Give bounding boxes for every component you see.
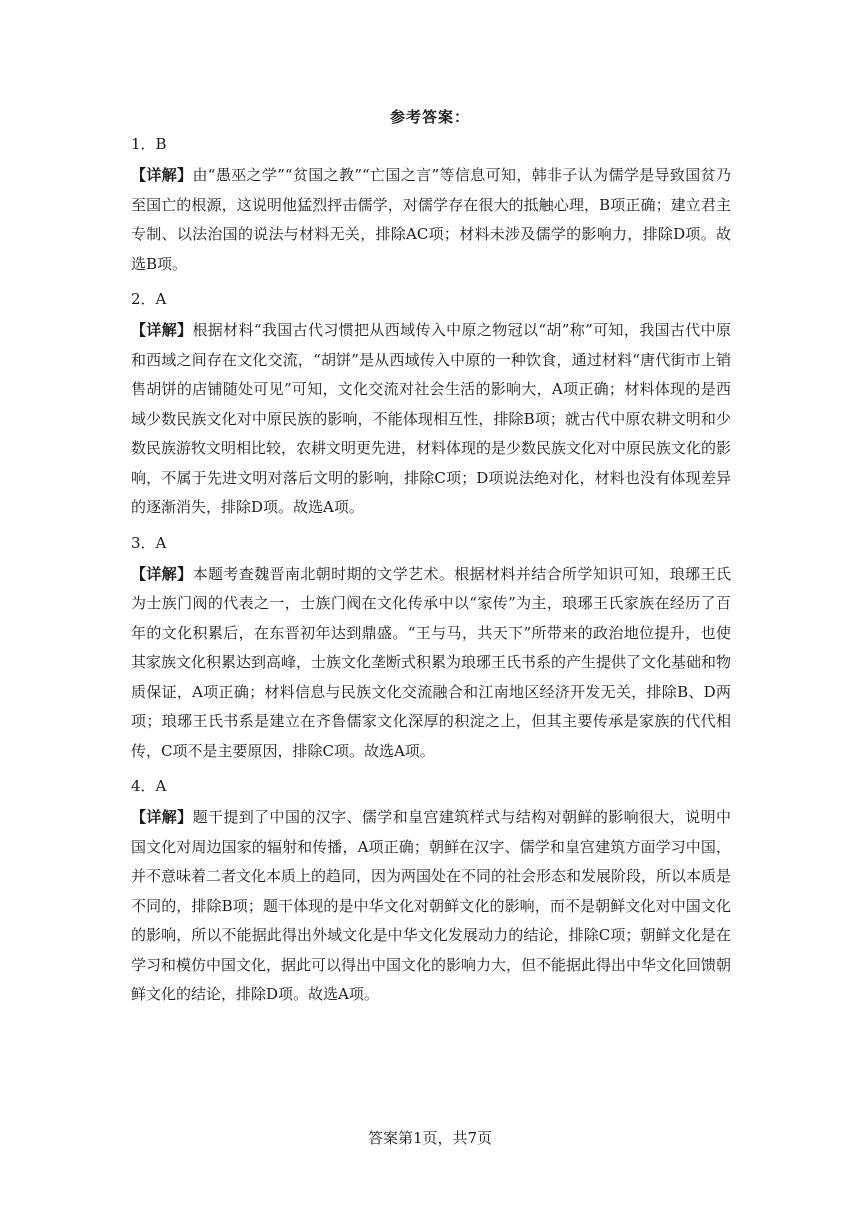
answer-item — [131, 772, 731, 1010]
explanation-tag: 【详解】 — [131, 808, 193, 826]
page-footer: 答案第1页，共7页 — [367, 1129, 493, 1147]
explanation-text: 题干提到了中国的汉字、儒学和皇宫建筑样式与结构对朝鲜的影响很大，说明中国文化对周边国家的辐射和传播，A项正确；朝鲜在汉字、儒学和皇宫建筑方面学习中国，并不意味着二者文化本质上的趋同，因为两国处在不同的社会形态和发展阶段，所以本质是不同的，排除B项；题干体现的是中华文化对朝鲜文化的影响，而不是朝鲜文化对中国文化的影响，所以不能据此得出外域文化是中华文化发展动力的结论，排除C项；朝鲜文化是在学习和模仿中国文化，据此可以得出中国文化的影响力大，但不能据此得出中华文化回馈朝鲜文化的结论，排除D项。故选A项。 — [131, 808, 732, 1003]
explanation-tag: 【详解】 — [131, 564, 193, 583]
explanation-text: 由“愚巫之学”“贫国之教”“亡国之言”等信息可知，韩非子认为儒学是导致国贫乃至国亡的根源，这说明他猛烈抨击儒学，对儒学存在很大的抵触心理，B项正确；建立君主专制、以法治国的说法与材料无关，排除AC项；材料未涉及儒学的影响力，排除D项。故选B项。 — [131, 166, 731, 273]
explanation-tag: 【详解】 — [131, 166, 193, 184]
explanation-text: 本题考查魏晋南北朝时期的文学艺术。根据材料并结合所学知识可知，琅琊王氏为士族门阀的代表之一，士族门阀在文化传承中以“家传”为主，琅琊王氏家族在经历了百年的文化积累后，在东晋初年达到鼎盛。“王与马，共天下”所带来的政治地位提升，也使其家族文化积累达到高峰，士族文化垄断式积累为琅琊王氏书系的产生提供了文化基础和物质保证，A项正确；材料信息与民族文化交流融合和江南地区经济开发无关，排除B、D两项；琅琊王氏书系是建立在齐鲁儒家文化深厚的积淀之上，但其主要传承是家族的代代相传，C项不是主要原因，排除C项。故选A项。 — [131, 564, 732, 760]
explanation-tag: 【详解】 — [131, 321, 193, 339]
answer-explanation — [131, 560, 731, 767]
answer-number: 4．A — [131, 777, 167, 795]
answer-item — [131, 285, 731, 523]
answer-number: 3．A — [131, 533, 167, 552]
answer-explanation — [131, 161, 731, 279]
answer-explanation — [131, 803, 731, 1010]
page-title: 参考答案： — [389, 108, 470, 126]
answer-number: 2．A — [131, 290, 167, 308]
answer-explanation — [131, 316, 731, 523]
answer-item — [131, 130, 731, 279]
answer-number: 1．B — [131, 135, 167, 153]
answer-item — [131, 529, 731, 767]
answer-list — [131, 130, 731, 1016]
explanation-text: 根据材料“我国古代习惯把从西域传入中原之物冠以“胡”称”可知，我国古代中原和西域之间存在文化交流，“胡饼”是从西域传入中原的一种饮食，通过材料“唐代街市上销售胡饼的店铺随处可见”可知，文化交流对社会生活的影响大，A项正确；材料体现的是西域少数民族文化对中原民族的影响，不能体现相互性，排除B项；就古代中原农耕文明和少数民族游牧文明相比较，农耕文明更先进，材料体现的是少数民族文化对中原民族文化的影响，不属于先进文明对落后文明的影响，排除C项；D项说法绝对化，材料也没有体现差异的逐渐消失，排除D项。故选A项。 — [131, 321, 732, 516]
